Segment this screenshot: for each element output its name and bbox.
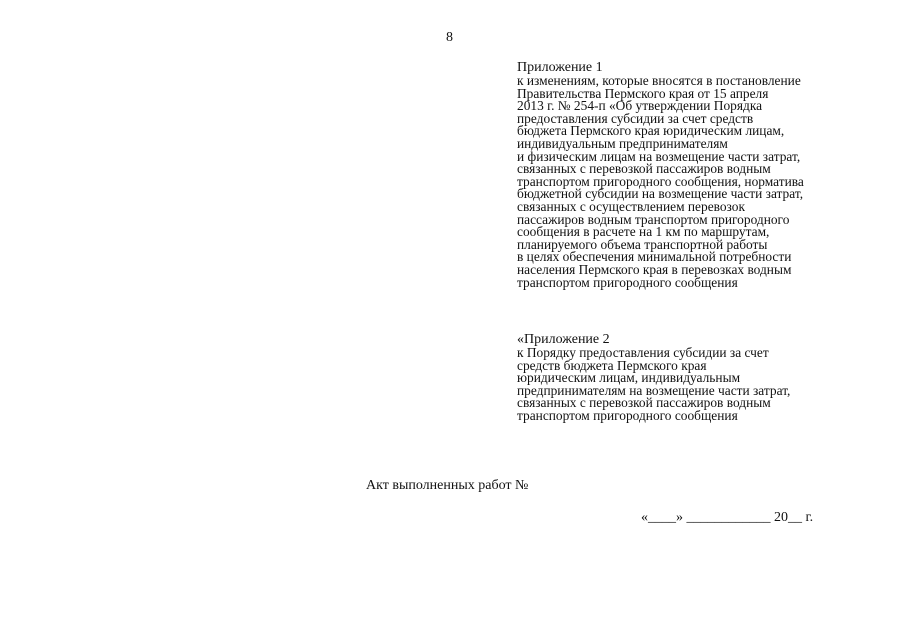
appendix-2-heading: «Приложение 2 [517,332,610,347]
appendix-1-line: сообщения в расчете на 1 км по маршрутам, [517,224,770,240]
appendix-1-line: 2013 г. № 254-п «Об утверждении Порядка [517,98,763,114]
appendix-1-line: бюджетной субсидии на возмещение части затрат, [517,186,804,202]
appendix-1-line: индивидуальным предпринимателям [517,135,728,151]
appendix-1-line: Правительства Пермского края от 15 апреля [517,85,769,101]
appendix-2-line: к Порядку предоставления субсидии за счет [517,345,769,360]
appendix-1-line: и физическим лицам на возмещение части затрат, [517,148,801,164]
appendix-1-line: транспортом пригородного сообщения [517,274,738,290]
appendix-2-header [517,333,790,423]
appendix-1-line: бюджета Пермского края юридическим лицам, [517,123,785,139]
appendix-1-line: пассажиров водным транспортом пригородного [517,211,790,227]
act-title: Акт выполненных работ № [366,478,529,493]
appendix-2-line: транспортом пригородного сообщения [517,407,738,423]
appendix-2-line: средств бюджета Пермского края [517,357,707,373]
appendix-1-line: связанных с перевозкой пассажиров водным [517,161,771,177]
appendix-1-header [517,61,804,289]
appendix-1-line: к изменениям, которые вносятся в постановление [517,73,801,88]
appendix-1-line: транспортом пригородного сообщения, норматива [517,173,804,189]
appendix-2-line: предпринимателям на возмещение части затрат, [517,382,791,398]
appendix-1-line: связанных с осуществлением перевозок [517,198,745,214]
appendix-1-line: в целях обеспечения минимальной потребности [517,249,792,265]
page-number: 8 [446,30,453,45]
appendix-1-heading: Приложение 1 [517,60,603,75]
appendix-1-line: населения Пермского края в перевозках водным [517,261,792,277]
appendix-2-line: связанных с перевозкой пассажиров водным [517,395,771,411]
date-line: «____» ____________ 20__ г. [641,510,814,525]
appendix-1-line: предоставления субсидии за счет средств [517,110,754,126]
appendix-2-line: юридическим лицам, индивидуальным [517,370,741,386]
appendix-1-line: планируемого объема транспортной работы [517,236,768,252]
